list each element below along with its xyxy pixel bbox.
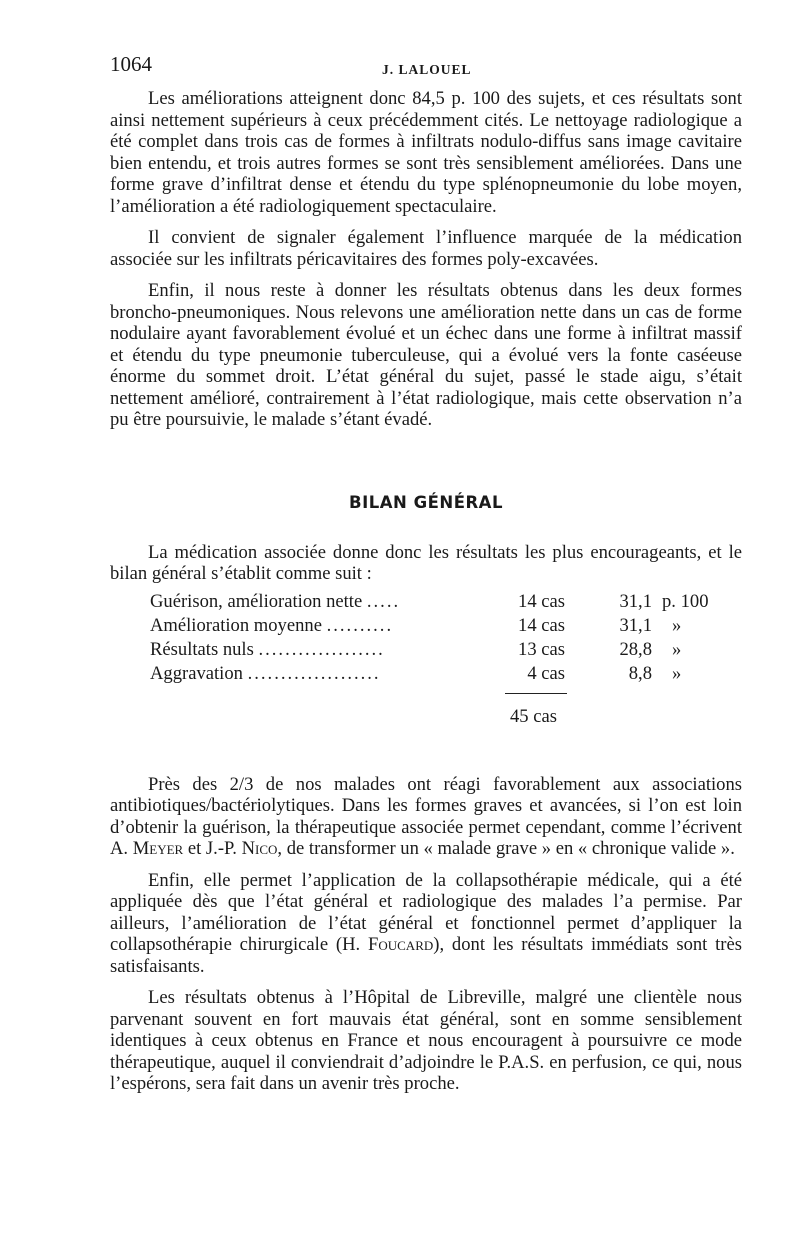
paragraph-broncho-pneumoniques: Enfin, il nous reste à donner les résultats obtenus dans les deux formes broncho-pneumoniques. Nous relevons une amélioration nette dans un cas de forme nodulaire ayant favorablement évolué et un échec dans une forme à infiltrat massif et étendu du type pneumonie tuberculeuse, qui a évolué vers la fonte caséeuse énorme du sommet droit. L’état général du sujet, passé le stade aigu, s’était nettement amélioré, contrairement à l’état radiologique, mais cette observation n’a pu être poursuivie, le malade s’étant évadé. — [110, 280, 742, 430]
row-label: Amélioration moyenne — [150, 614, 322, 636]
row-label: Guérison, amélioration nette — [150, 590, 363, 612]
paragraph-libreville: Les résultats obtenus à l’Hôpital de Libreville, malgré une clientèle nous parvenant souvent en fort mauvais état général, sont en somme sensiblement identiques à ceux obtenus en France et nous encouragent à poursuivre ce mode thérapeutique, auquel il conviendrait d’adjoindre le P.A.S. en perfusion, ce qui, nous l’espérons, sera fait dans un avenir très proche. — [110, 987, 742, 1094]
row-count: 13 cas — [518, 638, 565, 660]
table-row — [150, 615, 710, 639]
section-title: BILAN GÉNÉRAL — [349, 492, 503, 512]
table-row — [150, 591, 710, 615]
row-unit: » — [672, 638, 682, 660]
row-label: Résultats nuls — [150, 638, 254, 660]
row-percent: 28,8 — [619, 638, 652, 660]
paragraph-infiltrats: Il convient de signaler également l’influence marquée de la médication associée sur les infiltrats péricavitaires des formes poly-excavées. — [110, 227, 742, 270]
page-number: 1064 — [110, 52, 152, 76]
leader-dots: .......... — [326, 614, 394, 636]
author-name: Foucard — [368, 934, 434, 955]
table-row — [150, 639, 710, 663]
table-row — [150, 663, 710, 687]
paragraph-associations: Près des 2/3 de nos malades ont réagi favorablement aux associations antibiotiques/bactériolytiques. Dans les formes graves et avancées, si l’on est loin d’obtenir la guérison, la thérapeutique associée permet cependant, comme l’écrivent A. Meyer et J.-P. Nico, de transformer un « malade grave » en « chronique valide ». — [110, 773, 742, 859]
row-unit: » — [672, 662, 682, 684]
row-percent: 8,8 — [628, 662, 652, 684]
leader-dots: ................... — [258, 638, 385, 660]
total-rule — [505, 693, 567, 694]
results-table — [150, 591, 710, 730]
row-percent: 31,1 — [619, 590, 652, 612]
page — [110, 52, 742, 1095]
paragraph-bilan-intro: La médication associée donne donc les résultats les plus encourageants, et le bilan général s’établit comme suit : — [110, 541, 742, 584]
row-unit: » — [672, 614, 682, 636]
paragraph-ameliorations: Les améliorations atteignent donc 84,5 p. 100 des sujets, et ces résultats sont ainsi nettement supérieurs à ceux précédemment cités. Le nettoyage radiologique a été complet dans trois cas de formes à infiltrats nodulo-diffus sans image cavitaire bien entendu, et trois autres formes se sont très sensiblement améliorées. Dans une forme grave d’infiltrat dense et étendu du type splénopneumonie du lobe moyen, l’amélioration a été radiologiquement spectaculaire. — [110, 88, 742, 217]
row-percent: 31,1 — [619, 614, 652, 636]
paragraph-collapsotherapie: Enfin, elle permet l’application de la collapsothérapie médicale, qui a été appliquée dès que l’état général et radiologique des malades l’a permise. Par ailleurs, l’amélioration de l’état général et fonctionnel permet d’appliquer la collapsothérapie chirurgicale (H. Foucard), dont les résultats immédiats sont très satisfaisants. — [110, 869, 742, 977]
page-header — [110, 52, 742, 88]
row-count: 14 cas — [518, 590, 565, 612]
leader-dots: .................... — [247, 662, 381, 684]
running-head-author: J. LALOUEL — [382, 62, 472, 77]
leader-dots: ..... — [366, 590, 401, 612]
row-count: 14 cas — [518, 614, 565, 636]
table-total: 45 cas — [510, 705, 557, 727]
author-name: Meyer — [132, 838, 184, 859]
row-label: Aggravation — [150, 662, 243, 684]
closing-section — [110, 774, 742, 1095]
author-name: Nico — [241, 838, 278, 859]
row-count: 4 cas — [527, 662, 565, 684]
row-unit: p. 100 — [662, 590, 709, 612]
